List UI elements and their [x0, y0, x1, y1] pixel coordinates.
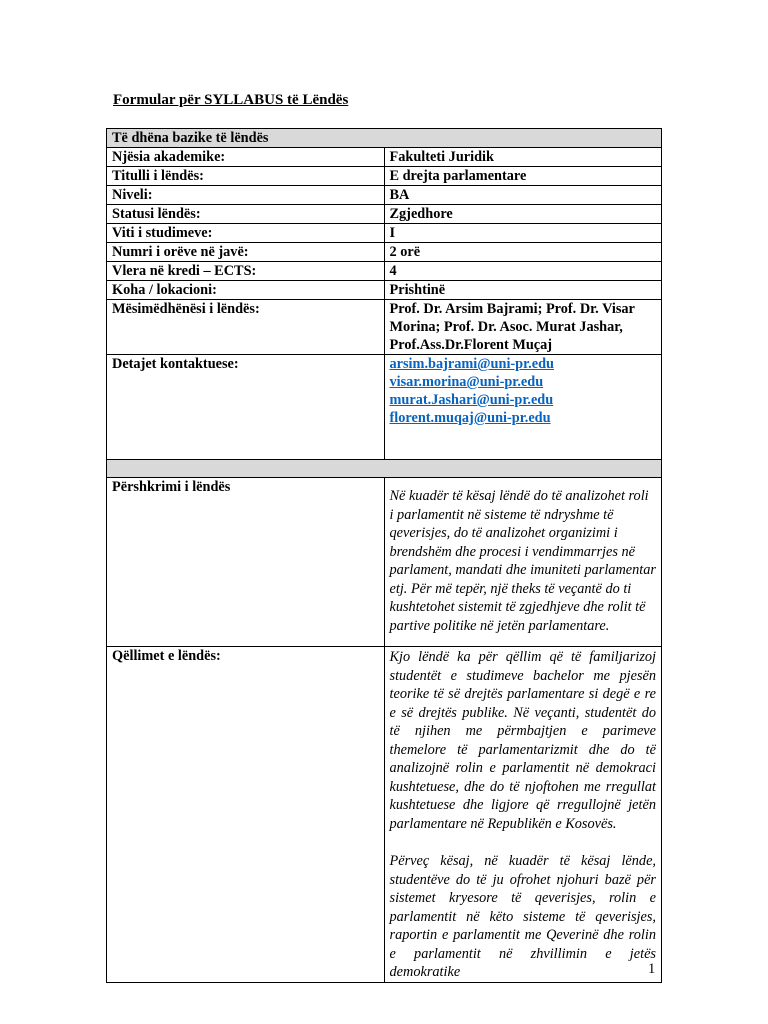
goals-row: [107, 647, 662, 983]
teachers-label: Mësimëdhënësi i lëndës:: [107, 300, 385, 355]
row-label: Niveli:: [107, 186, 385, 205]
section-header: Të dhëna bazike të lëndës: [107, 129, 662, 148]
row-value: Prishtinë: [384, 281, 662, 300]
email-link[interactable]: visar.morina@uni-pr.edu: [389, 374, 544, 390]
row-value: 2 orë: [384, 243, 662, 262]
contact-row: [107, 355, 662, 460]
goals-cell: [384, 647, 662, 983]
page-number: 1: [648, 961, 656, 977]
teacher-line: Prof. Dr. Arsim Bajrami; Prof. Dr. Visar: [389, 301, 635, 317]
row-label: Njësia akademike:: [107, 148, 385, 167]
row-label: Statusi lëndës:: [107, 205, 385, 224]
description-text: Në kuadër të kësaj lëndë do të analizohet roli i parlamentit në sisteme të ndryshme të qeverisjes, do të analizohet organizimi i brendshëm dhe procesi i vendimmarrjes në parlament, mandati dhe imuniteti parlamentar etj. Për më tepër, një theks të veçantë do ti kushtetohet sistemit të zgjedhjeve dhe rolit të partive politike në jetën parlamentare.: [389, 488, 656, 634]
goals-paragraph-2: Përveç kësaj, në kuadër të kësaj lënde, studentëve do të ju ofrohet njohuri bazë për sistemet kryesore të qeverisjes, rolin e parlamentit në këto sisteme të qeverisjes, raportin e parlamentit me Qeverinë dhe rolin e parlamentit në zhvillimin e jetës demokratike: [389, 853, 656, 980]
goals-paragraph-1: Kjo lëndë ka për qëllim që të familjarizoj studentët e studimeve bachelor me pjesën teorike të së drejtës parlamentare si degë e re e së drejtës publike. Në veçanti, studentët do të njihen me përmbajtjen e parimeve themelore të parlamentarizmit dhe do të analizojnë rolin e parlamentit në demokraci kushtetuese, dhe do të njoftohen me rregullat kushtetuese dhe ligjore që rregullojnë jetën parlamentare në Republikën e Kosovës.: [389, 649, 656, 832]
table-row: [107, 205, 662, 224]
email-link[interactable]: arsim.bajrami@uni-pr.edu: [389, 356, 554, 372]
row-value: E drejta parlamentare: [384, 167, 662, 186]
teacher-line: Prof.Ass.Dr.Florent Muçaj: [389, 337, 553, 353]
email-link[interactable]: florent.muqaj@uni-pr.edu: [389, 410, 551, 426]
separator-cell: [107, 460, 662, 478]
teachers-value: [384, 300, 662, 355]
row-value: I: [384, 224, 662, 243]
description-label: Përshkrimi i lëndës: [107, 478, 385, 647]
syllabus-table: [106, 128, 662, 983]
description-cell: [384, 478, 662, 647]
row-label: Viti i studimeve:: [107, 224, 385, 243]
table-row: [107, 167, 662, 186]
row-label: Titulli i lëndës:: [107, 167, 385, 186]
row-label: Koha / lokacioni:: [107, 281, 385, 300]
row-label: Numri i orëve në javë:: [107, 243, 385, 262]
row-label: Vlera në kredi – ECTS:: [107, 262, 385, 281]
row-value: BA: [384, 186, 662, 205]
row-value: Fakulteti Juridik: [384, 148, 662, 167]
table-row: [107, 148, 662, 167]
description-row: [107, 478, 662, 647]
table-row: [107, 281, 662, 300]
table-row: [107, 186, 662, 205]
row-value: 4: [384, 262, 662, 281]
goals-label: Qëllimet e lëndës:: [107, 647, 385, 983]
table-row: [107, 243, 662, 262]
document-title: Formular për SYLLABUS të Lëndës: [113, 92, 349, 108]
contact-label: Detajet kontaktuese:: [107, 355, 385, 460]
teacher-line: Morina; Prof. Dr. Asoc. Murat Jashar,: [389, 319, 623, 335]
section-header-row: [107, 129, 662, 148]
table-row: [107, 224, 662, 243]
table-row: [107, 262, 662, 281]
email-link[interactable]: murat.Jashari@uni-pr.edu: [389, 392, 554, 408]
contact-emails: [384, 355, 662, 460]
teachers-row: [107, 300, 662, 355]
separator-row: [107, 460, 662, 478]
row-value: Zgjedhore: [384, 205, 662, 224]
